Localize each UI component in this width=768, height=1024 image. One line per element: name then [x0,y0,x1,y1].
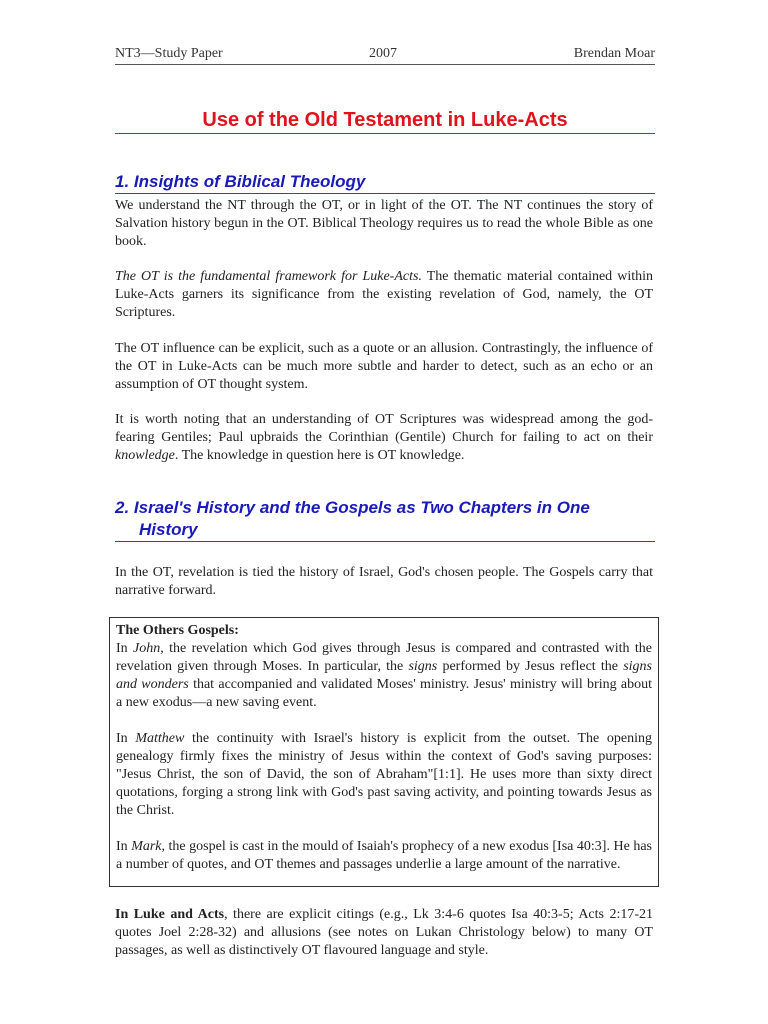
header-course-label: NT3—Study Paper [115,46,223,61]
section-1-paragraph-4 [115,411,653,465]
section-2-heading-line-2: History [139,520,198,539]
section-1-rule [115,193,655,194]
section-1-paragraph-2 [115,268,653,322]
knowledge-emphasis: knowledge [115,448,175,463]
paragraph-4-text-a: It is worth noting that an understanding of OT Scriptures was widespread among the god-fearing Gentiles; Paul upbraids the Corinthian (Gentile) Church for failing to act on their [115,412,653,445]
document-title: Use of the Old Testament in Luke-Acts [202,109,568,131]
header-year: 2007 [369,46,397,61]
framework-emphasis: The OT is the fundamental framework for Luke-Acts. [115,269,422,284]
matthew-text-b: the continuity with Israel's history is explicit from the outset. The opening genealogy firmly fixes the ministry of Jesus within the context of God's saving purposes: "Jesus Christ, the son of David, the son of Abraham"[1:1]. He uses more than sixty direct quotations, forging a strong link with God's past saving activity, and pointing towards Jesus as the Christ. [116,731,652,818]
other-gospels-box [109,617,659,887]
title-rule [115,133,655,134]
luke-acts-lead: In Luke and Acts [115,907,225,922]
section-2-paragraph-1: In the OT, revelation is tied the history of Israel, God's chosen people. The Gospels carry that narrative forward. [115,565,653,598]
john-text-b: , the revelation which God gives through Jesus is compared and contrasted with the revelation given through Moses. In particular, the [116,641,652,674]
spacer [116,712,652,730]
mark-text-b: , the gospel is cast in the mould of Isaiah's prophecy of a new exodus [Isa 40:3]. He has a number of quotes, and OT themes and passages underlie a large amount of the narrative. [116,839,652,872]
section-2-heading [115,497,655,541]
matthew-paragraph [116,730,652,820]
paragraph-2-text: The thematic material contained within Luke-Acts garners its significance from the existing revelation of God, namely, the OT Scriptures. [115,269,654,320]
john-text-d: that accompanied and validated Moses' ministry. Jesus' ministry will bring about a new exodus—a new saving event. [116,677,652,710]
box-title: The Others Gospels: [116,623,239,638]
john-name: John [133,641,161,656]
header-rule [115,64,655,65]
paragraph-4-text-b: . The knowledge in question here is OT knowledge. [174,448,465,463]
john-text-c: performed by Jesus reflect the [437,659,624,674]
section-1-paragraph-3: The OT influence can be explicit, such as a quote or an allusion. Contrastingly, the influence of the OT in Luke-Acts can be much more subtle and harder to detect, such as an echo or an assumption of OT thought system. [115,341,653,392]
section-1-heading: 1. Insights of Biblical Theology [115,172,366,191]
signs-wonders-emphasis: signs and wonders [116,659,652,692]
john-text-a: In [116,641,134,656]
spacer [116,820,652,838]
luke-acts-paragraph [115,906,653,960]
john-paragraph [116,640,652,712]
mark-text-a: In [116,839,132,854]
header-author: Brendan Moar [573,46,655,61]
luke-acts-text: , there are explicit citings (e.g., Lk 3:4-6 quotes Isa 40:3-5; Acts 2:17-21 quotes Joel 2:28-32) and allusions (see notes on Lukan Christology below) to many OT passages, as well as distinctively OT flavoured language and style. [115,907,654,958]
mark-paragraph [116,838,652,874]
section-1-paragraph-1: We understand the NT through the OT, or in light of the OT. The NT continues the story of Salvation history begun in the OT. Biblical Theology requires us to read the whole Bible as one book. [115,198,653,249]
section-2-rule [115,541,655,542]
signs-emphasis: signs [408,659,438,674]
running-header [115,44,655,64]
mark-name: Mark [131,839,162,854]
section-2-heading-line-1: 2. Israel's History and the Gospels as Two Chapters in One [115,498,590,517]
matthew-text-a: In [116,731,136,746]
matthew-name: Matthew [135,731,185,746]
